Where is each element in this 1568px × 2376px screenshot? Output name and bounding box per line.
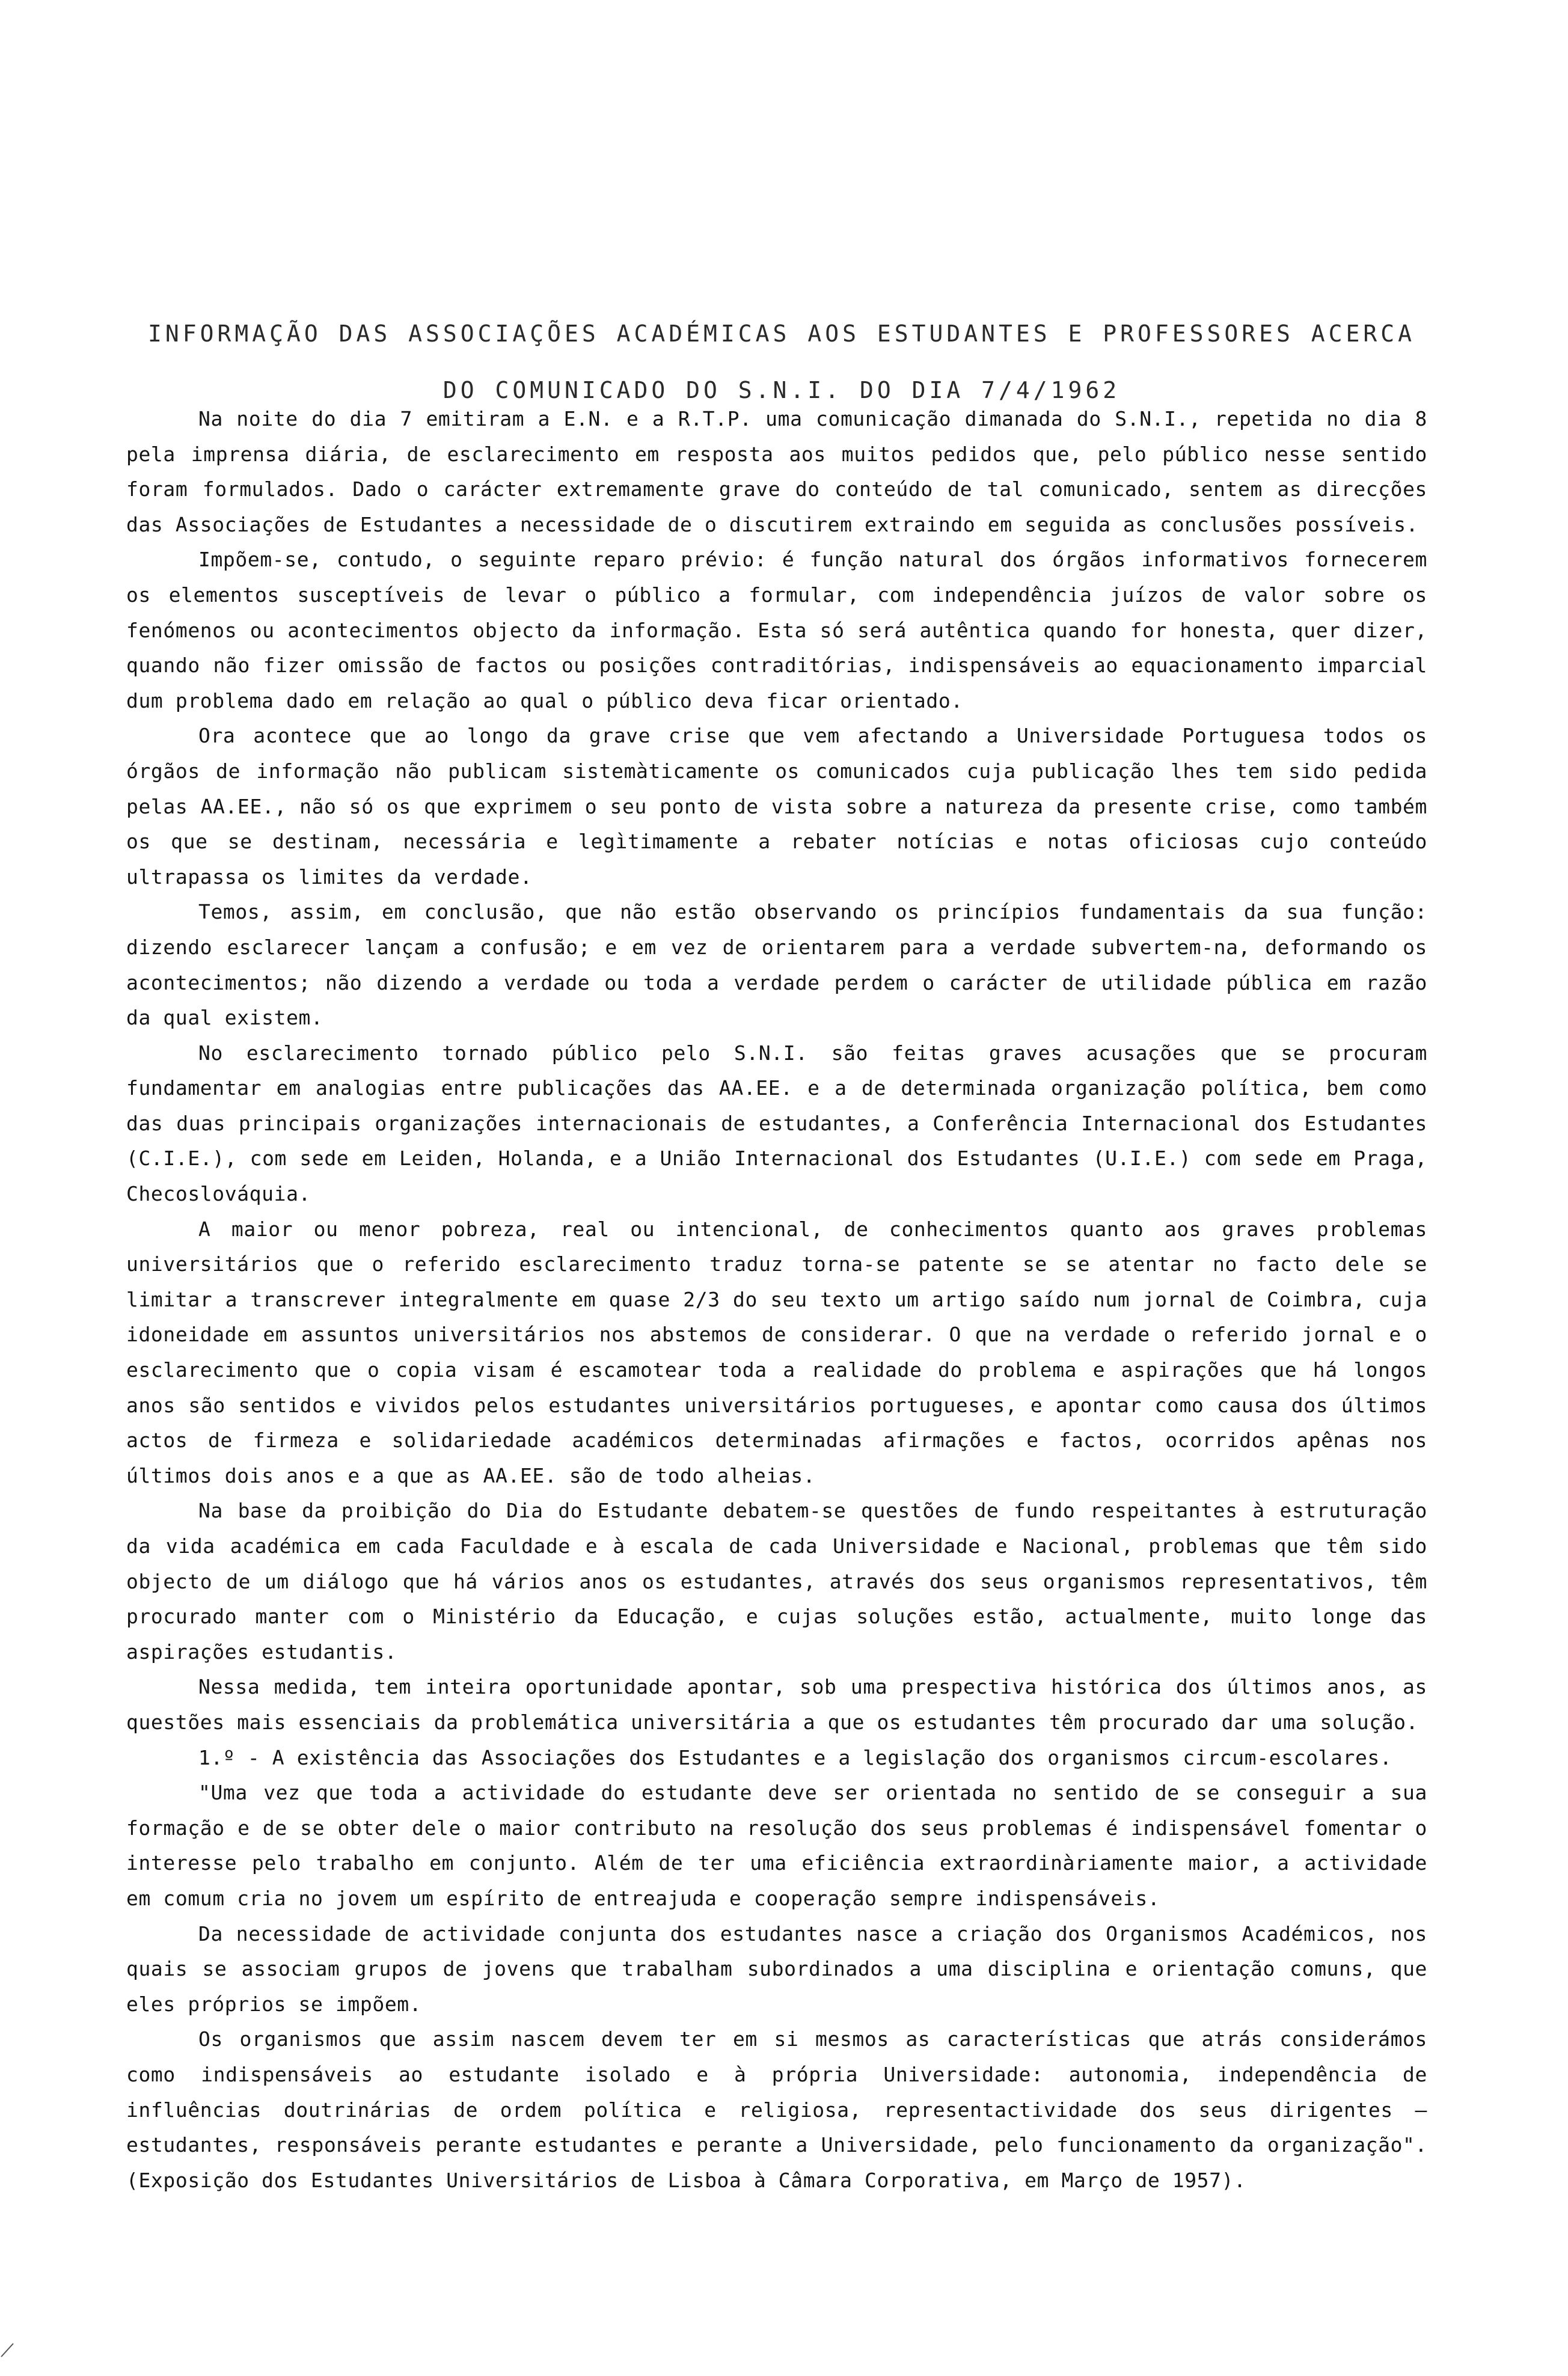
quote-paragraph: "Uma vez que toda a actividade do estudante deve ser orientada no sentido de se conseguir a sua formação e de se obter dele o maior contributo na resolução dos seus problemas é indispensável fomentar o interesse pelo trabalho em conjunto. Além de ter uma eficiência extraordinàriamente maior, a actividade em comum cria no jovem um espírito de entreajuda e cooperação sempre indispensáveis.	[126, 1781, 1427, 1910]
corner-mark	[0, 2340, 18, 2358]
paragraph: No esclarecimento tornado público pelo S.N.I. são feitas graves acusações que se procuram fundamentar em analogias entre publicações das AA.EE. e a de determinada organização política, bem como das duas principais organizações internacionais de estudantes, a Conferência Internacional dos Estudantes (C.I.E.), com sede em Leiden, Holanda, e a União Internacional dos Estudantes (U.I.E.) com sede em Praga, Checoslováquia.	[126, 1041, 1427, 1206]
paragraph: Impõem-se, contudo, o seguinte reparo prévio: é função natural dos órgãos informativos fornecerem os elementos susceptíveis de levar o público a formular, com independência juízos de valor sobre os fenómenos ou acontecimentos objecto da informação. Esta só será autêntica quando for honesta, quer dizer, quando não fizer omissão de factos ou posições contraditórias, indispensáveis ao equacionamento imparcial dum problema dado em relação ao qual o público deva ficar orientado.	[126, 548, 1427, 712]
paragraph: Ora acontece que ao longo da grave crise que vem afectando a Universidade Portuguesa todos os órgãos de informação não publicam sistemàticamente os comunicados cuja publicação lhes tem sido pedida pelas AA.EE., não só os que exprimem o seu ponto de vista sobre a natureza da presente crise, como também os que se destinam, necessária e legìtimamente a rebater notícias e notas oficiosas cujo conteúdo ultrapassa os limites da verdade.	[126, 724, 1427, 889]
title-line-2: DO COMUNICADO DO S.N.I. DO DIA 7/4/1962	[443, 377, 1121, 403]
paragraph: Temos, assim, em conclusão, que não estão observando os princípios fundamentais da sua função: dizendo esclarecer lançam a confusão; e em vez de orientarem para a verdade subvertem-na, deformando os acontecimentos; não dizendo a verdade ou toda a verdade perdem o carácter de utilidade pública em razão da qual existem.	[126, 900, 1427, 1030]
title-line-1: INFORMAÇÃO DAS ASSOCIAÇÕES ACADÉMICAS AOS ESTUDANTES E PROFESSORES ACERCA	[147, 320, 1416, 347]
paragraph: Na base da proibição do Dia do Estudante debatem-se questões de fundo respeitantes à estruturação da vida académica em cada Faculdade e à escala de cada Universidade e Nacional, problemas que têm sido objecto de um diálogo que há vários anos os estudantes, através dos seus organismos representativos, têm procurado manter com o Ministério da Educação, e cujas soluções estão, actualmente, muito longe das aspirações estudantis.	[126, 1499, 1427, 1664]
paragraph: Na noite do dia 7 emitiram a E.N. e a R.T.P. uma comunicação dimanada do S.N.I., repetida no dia 8 pela imprensa diária, de esclarecimento em resposta aos muitos pedidos que, pelo público nesse sentido foram formulados. Dado o carácter extremamente grave do conteúdo de tal comunicado, sentem as direcções das Associações de Estudantes a necessidade de o discutirem extraindo em seguida as conclusões possíveis.	[126, 407, 1427, 536]
quote-paragraph: Da necessidade de actividade conjunta dos estudantes nasce a criação dos Organismos Académicos, nos quais se associam grupos de jovens que trabalham subordinados a uma disciplina e orientação comuns, que eles próprios se impõem.	[126, 1921, 1427, 2016]
quote-paragraph: Os organismos que assim nascem devem ter em si mesmos as características que atrás considerámos como indispensáveis ao estudante isolado e à própria Universidade: autonomia, independência de influências doutrinárias de ordem política e religiosa, representactividade dos seus dirigentes — estudantes, responsáveis perante estudantes e perante a Universidade, pelo funcionamento da organização". (Exposição dos Estudantes Universitários de Lisboa à Câmara Corporativa, em Março de 1957).	[126, 2027, 1427, 2192]
document-body	[126, 402, 1427, 2198]
section-heading: 1.º - A existência das Associações dos Estudantes e a legislação dos organismos circum-escolares.	[198, 1745, 1392, 1769]
paragraph: Nessa medida, tem inteira oportunidade apontar, sob uma prespectiva histórica dos últimos anos, as questões mais essenciais da problemática universitária a que os estudantes têm procurado dar uma solução.	[126, 1675, 1427, 1734]
paragraph: A maior ou menor pobreza, real ou intencional, de conhecimentos quanto aos graves problemas universitários que o referido esclarecimento traduz torna-se patente se se atentar no facto dele se limitar a transcrever integralmente em quase 2/3 do seu texto um artigo saído num jornal de Coimbra, cuja idoneidade em assuntos universitários nos abstemos de considerar. O que na verdade o referido jornal e o esclarecimento que o copia visam é escamotear toda a realidade do problema e aspirações que há longos anos são sentidos e vividos pelos estudantes universitários portugueses, e apontar como causa dos últimos actos de firmeza e solidariedade académicos determinadas afirmações e factos, ocorridos apênas nos últimos dois anos e a que as AA.EE. são de todo alheias.	[126, 1217, 1427, 1487]
